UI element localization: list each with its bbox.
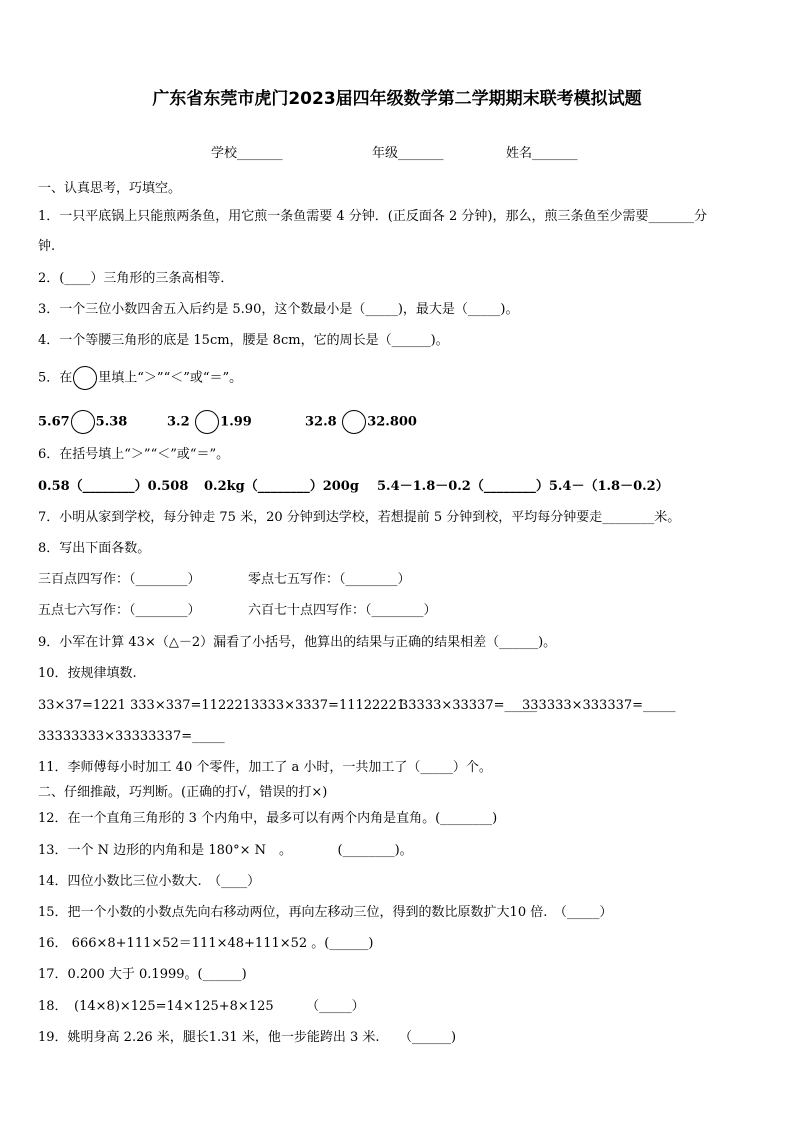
question-10: 10．按规律填数.	[38, 666, 137, 681]
compare-item-3	[305, 410, 417, 434]
q10-item-4: 33333×33337=_____	[400, 698, 537, 713]
question-4: 4．一个等腰三角形的底是 15cm，腰是 8cm，它的周长是（______)。	[38, 333, 449, 348]
question-3: 3．一个三位小数四舍五入后约是 5.90，这个数最小是（_____)，最大是（_____)。	[38, 302, 519, 317]
question-5-prefix: 5．在	[38, 370, 73, 386]
q10-item-5: 333333×333337=_____	[522, 698, 676, 713]
q6-item-3: 5.4－1.8－0.2（________）5.4－（1.8－0.2）	[377, 479, 669, 494]
q8-item-2: 零点七五写作：（________）	[248, 572, 411, 587]
compare-left: 5.67	[38, 414, 70, 430]
q8-item-3: 五点七六写作：（________）	[38, 603, 201, 618]
question-8: 8．写出下面各数。	[38, 541, 151, 556]
compare-right: 32.800	[367, 414, 417, 430]
compare-left: 32.8	[305, 414, 337, 430]
q8-item-4: 六百七十点四写作：（________）	[248, 603, 437, 618]
q6-item-2: 0.2kg（________）200g	[204, 479, 359, 494]
name-field: 姓名_______	[506, 146, 578, 161]
compare-right: 5.38	[95, 414, 128, 430]
q10-item-1: 33×37=1221	[38, 698, 126, 713]
compare-right: 1.99	[220, 414, 252, 430]
q6-item-1: 0.58（________）0.508	[38, 479, 189, 494]
compare-item-2	[167, 410, 252, 434]
question-1: 1．一只平底锅上只能煎两条鱼，用它煎一条鱼需要 4 分钟．(正反面各 2 分钟)，那么，煎三条鱼至少需要_______分	[38, 209, 707, 224]
question-15: 15．把一个小数的小数点先向右移动两位，再向左移动三位，得到的数比原数扩大10 倍. （_____）	[38, 905, 613, 920]
grade-field: 年级_______	[372, 146, 444, 161]
question-7: 7．小明从家到学校，每分钟走 75 米，20 分钟到达学校，若想提前 5 分钟到校，平均每分钟要走________米。	[38, 510, 681, 525]
question-5	[38, 366, 242, 390]
question-12: 12．在一个直角三角形的 3 个内角中，最多可以有两个内角是直角。(________)	[38, 811, 498, 826]
question-17: 17．0.200 大于 0.1999。(______)	[38, 967, 247, 982]
compare-circle-icon	[342, 410, 366, 434]
compare-item-1	[38, 410, 127, 434]
question-9: 9．小军在计算 43×（△－2）漏看了小括号，他算出的结果与正确的结果相差（______)。	[38, 635, 557, 650]
q10-item-6: 33333333×33333337=_____	[38, 729, 225, 744]
question-2: 2．(____）三角形的三条高相等．	[38, 271, 234, 286]
page-title: 广东省东莞市虎门2023届四年级数学第二学期期末联考模拟试题	[152, 89, 642, 109]
school-field: 学校_______	[211, 146, 283, 161]
compare-left: 3.2	[167, 414, 190, 430]
circle-icon	[73, 366, 97, 390]
question-1-cont: 钟.	[38, 239, 56, 254]
q10-item-2: 333×337=112221	[130, 698, 252, 713]
question-6: 6．在括号填上“＞”“＜”或“＝”。	[38, 447, 230, 462]
question-11: 11．李师傅每小时加工 40 个零件，加工了 a 小时，一共加工了（_____）个。	[38, 760, 492, 775]
question-13: 13．一个 N 边形的内角和是 180°× N 。 (________)。	[38, 843, 413, 858]
section-heading-judge: 二、仔细推敲，巧判断。(正确的打√，错误的打×)	[38, 785, 328, 800]
question-19: 19．姚明身高 2.26 米，腿长1.31 米，他一步能跨出 3 米. （______)	[38, 1030, 457, 1045]
question-14: 14．四位小数比三位小数大. （____）	[38, 874, 261, 889]
compare-circle-icon	[71, 410, 95, 434]
q10-item-3: 3333×3337=11122221	[251, 698, 406, 713]
question-16: 16． 666×8+111×52＝111×48+111×52 。(______)	[38, 936, 374, 951]
compare-circle-icon	[195, 410, 219, 434]
question-5-suffix: 里填上“＞”“＜”或“＝”。	[98, 370, 243, 386]
q8-item-1: 三百点四写作：（________）	[38, 572, 201, 587]
question-18: 18． (14×8)×125=14×125+8×125 （_____）	[38, 999, 365, 1014]
section-heading-fill: 一、认真思考，巧填空。	[38, 181, 182, 196]
